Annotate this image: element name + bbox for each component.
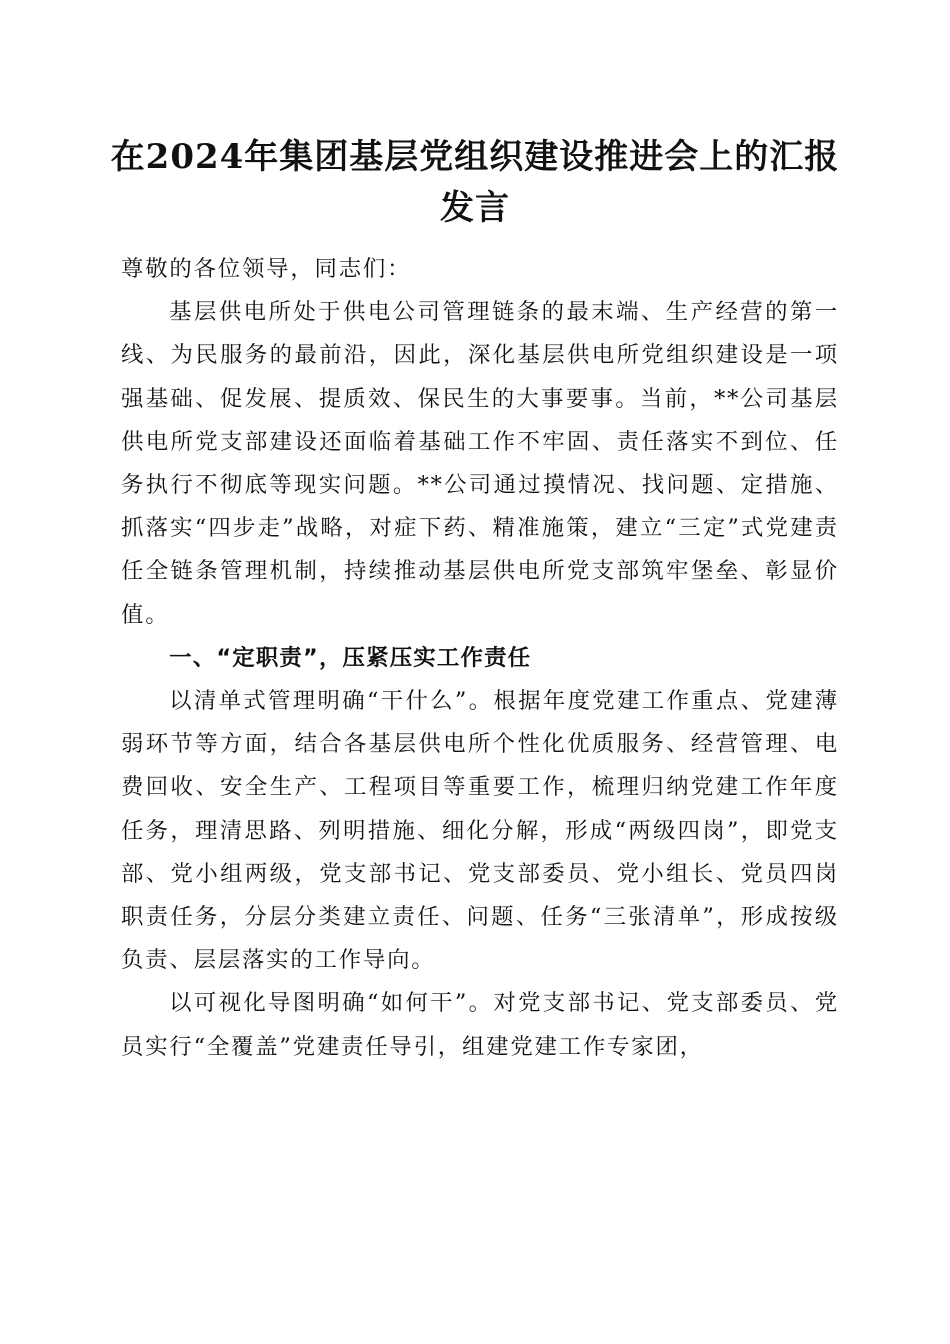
paragraph-intro: 基层供电所处于供电公司管理链条的最末端、生产经营的第一线、为民服务的最前沿，因此，深化基层供电所党组织建设是一项强基础、促发展、提质效、保民生的大事要事。当前，**公司基层供电所党支部建设还面临着基础工作不牢固、责任落实不到位、任务执行不彻底等现实问题。**公司通过摸情况、找问题、定措施、抓落实“四步走”战略，对症下药、精准施策，建立“三定”式党建责任全链条管理机制，持续推动基层供电所党支部筑牢堡垒、彰显价值。 (121, 299, 839, 628)
paragraph-section-1-a: 以清单式管理明确“干什么”。根据年度党建工作重点、党建薄弱环节等方面，结合各基层供电所个性化优质服务、经营管理、电费回收、安全生产、工程项目等重要工作，梳理归纳党建工作年度任务，理清思路、列明措施、细化分解，形成“两级四岗”，即党支部、党小组两级，党支部书记、党支部委员、党小组长、党员四岗职责任务，分层分类建立责任、问题、任务“三张清单”，形成按级负责、层层落实的工作导向。 (121, 688, 839, 974)
paragraph-section-1-b: 以可视化导图明确“如何干”。对党支部书记、党支部委员、党员实行“全覆盖”党建责任导引，组建党建工作专家团， (121, 990, 839, 1060)
document-title: 在2024年集团基层党组织建设推进会上的汇报发言 (110, 137, 840, 228)
section-heading-1: 一、“定职责”，压紧压实工作责任 (169, 644, 532, 671)
document-body (121, 248, 839, 1069)
salutation: 尊敬的各位领导，同志们： (121, 256, 412, 282)
